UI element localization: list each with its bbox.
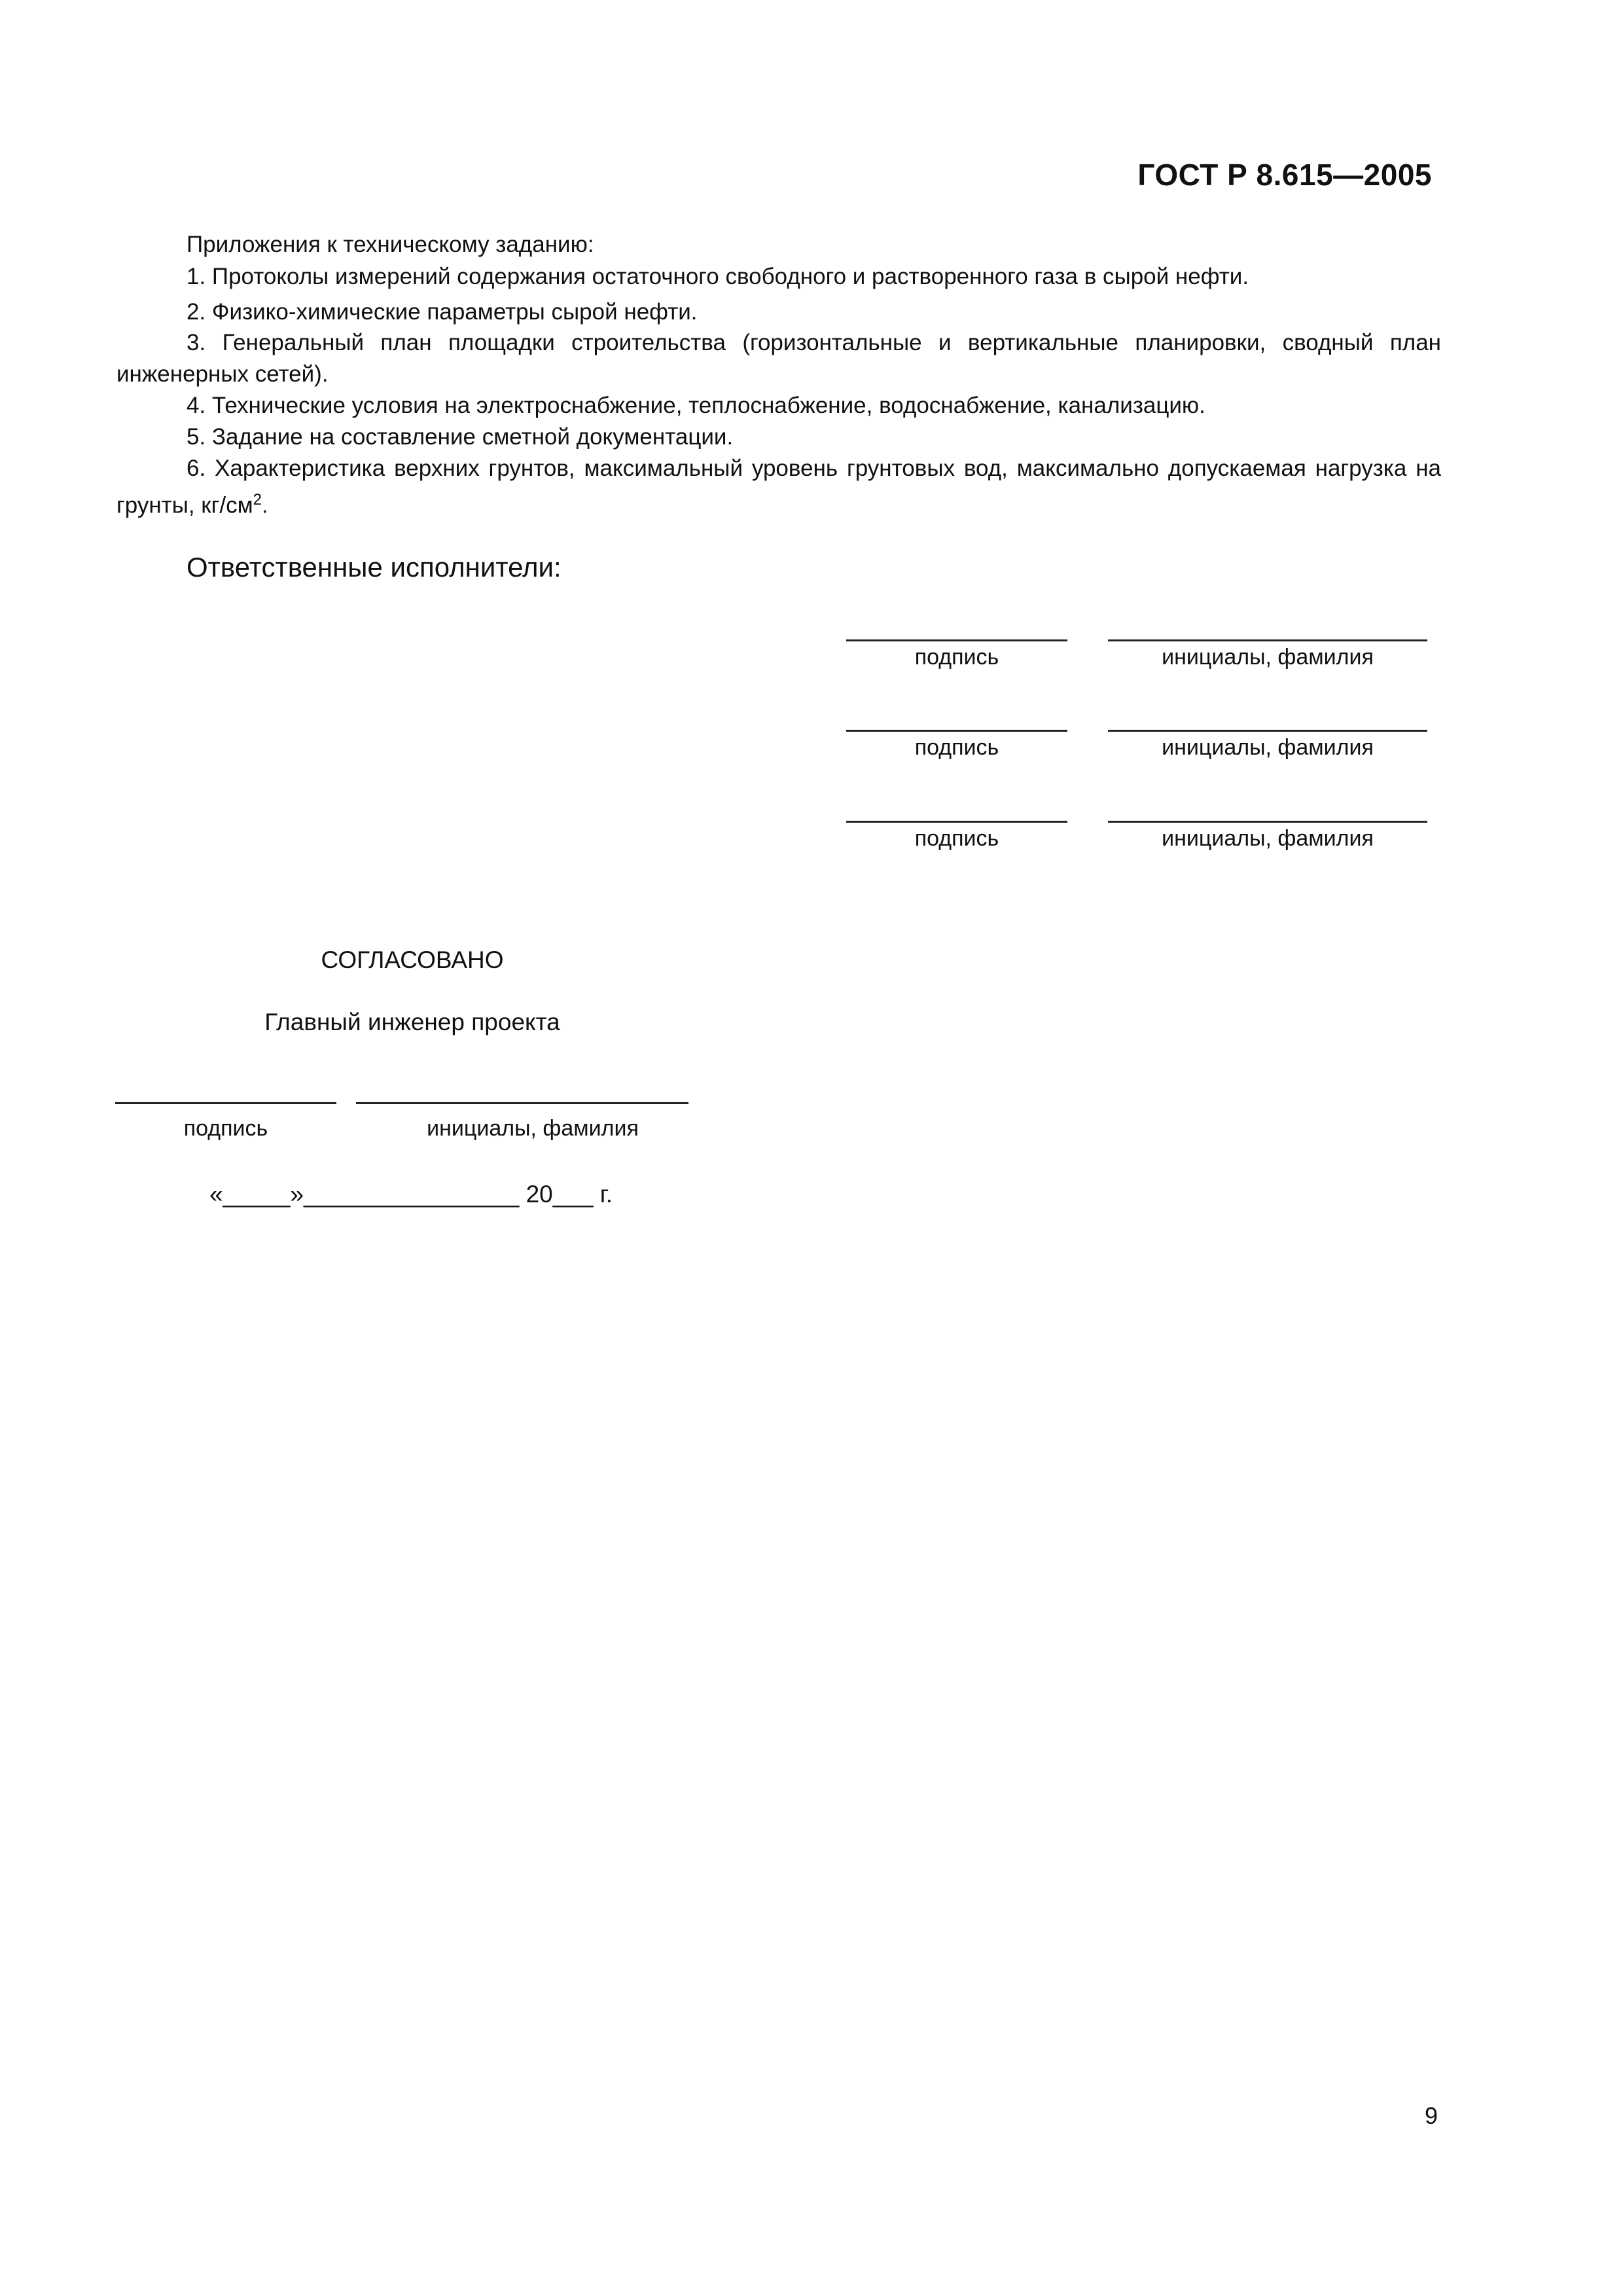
signature-caption: подпись [914, 645, 999, 670]
appendix-item-6 [116, 453, 1441, 522]
appendix-item-3: 3. Генеральный план площадки строительства (горизонтальные и вертикальные планировки, сводный план инженерных сетей). [116, 330, 1441, 387]
document-code: ГОСТ Р 8.615—2005 [1137, 158, 1432, 192]
appendix-item-5: 5. Задание на составление сметной документации. [187, 424, 734, 450]
signature-line [846, 730, 1067, 732]
responsible-title: Ответственные исполнители: [187, 552, 562, 583]
appendix-intro: Приложения к техническому заданию: [187, 232, 594, 257]
approval-title: СОГЛАСОВАНО [321, 946, 504, 973]
name-line [356, 1102, 688, 1104]
appendix-item-6-end: . [262, 492, 268, 518]
appendix-item-6-text: 6. Характеристика верхних грунтов, максимальный уровень грунтовых вод, максимально допускаемая нагрузка на грунты, кг/см [116, 456, 1441, 518]
approval-date-line: «_____»________________ 20___ г. [209, 1181, 613, 1208]
name-caption: инициалы, фамилия [1162, 735, 1374, 760]
name-line [1108, 730, 1427, 732]
signature-line [115, 1102, 336, 1104]
name-line [1108, 821, 1427, 823]
signature-line [846, 821, 1067, 823]
page-number: 9 [1424, 2102, 1438, 2129]
name-line [1108, 639, 1427, 641]
signature-caption: подпись [914, 735, 999, 760]
signature-line [846, 639, 1067, 641]
appendix-item-4: 4. Технические условия на электроснабжение, теплоснабжение, водоснабжение, канализацию. [187, 393, 1205, 418]
appendix-item-1: 1. Протоколы измерений содержания остаточного свободного и растворенного газа в сырой нефти. [187, 264, 1249, 289]
appendix-item-6-superscript: 2 [253, 491, 262, 509]
appendix-item-2: 2. Физико-химические параметры сырой нефти. [187, 299, 698, 325]
signature-caption: подпись [914, 826, 999, 851]
name-caption: инициалы, фамилия [427, 1116, 639, 1141]
approval-position: Главный инженер проекта [264, 1009, 560, 1035]
name-caption: инициалы, фамилия [1162, 645, 1374, 670]
name-caption: инициалы, фамилия [1162, 826, 1374, 851]
signature-caption: подпись [183, 1116, 268, 1141]
